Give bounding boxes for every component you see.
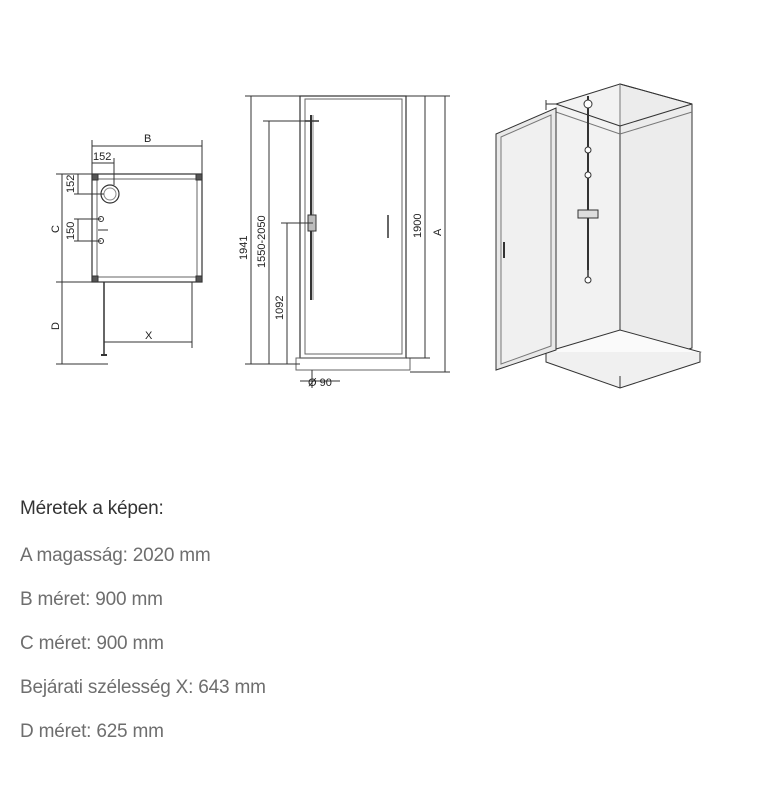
plan-view — [56, 140, 202, 364]
plan-label-c: C — [50, 225, 62, 233]
elev-dim-1900: 1900 — [412, 213, 424, 238]
plan-label-d: D — [50, 322, 62, 330]
dimensions-list — [20, 543, 740, 763]
elev-dim-1550-2050: 1550-2050 — [256, 215, 268, 268]
dimension-b: B méret: 900 mm — [20, 589, 163, 610]
elev-drain-diameter: Ø 90 — [308, 377, 332, 389]
plan-dim-side-152: 152 — [65, 174, 77, 193]
dimensions-section — [20, 498, 740, 763]
elev-label-a: A — [432, 228, 444, 236]
plan-label-x: X — [145, 330, 153, 342]
dimension-d: D méret: 625 mm — [20, 721, 164, 742]
elev-dim-1092: 1092 — [274, 295, 286, 320]
plan-label-b: B — [144, 133, 152, 145]
plan-dim-valve-150: 150 — [65, 221, 77, 240]
dimensions-title: Méretek a képen: — [20, 498, 164, 519]
dimension-a-height: A magasság: 2020 mm — [20, 545, 211, 566]
dimension-entry-width-x: Bejárati szélesség X: 643 mm — [20, 677, 266, 698]
plan-dim-top-152: 152 — [93, 151, 112, 163]
elev-dim-1941: 1941 — [238, 235, 250, 260]
perspective-view — [496, 84, 700, 388]
dimension-c: C méret: 900 mm — [20, 633, 164, 654]
front-elevation — [245, 96, 450, 388]
